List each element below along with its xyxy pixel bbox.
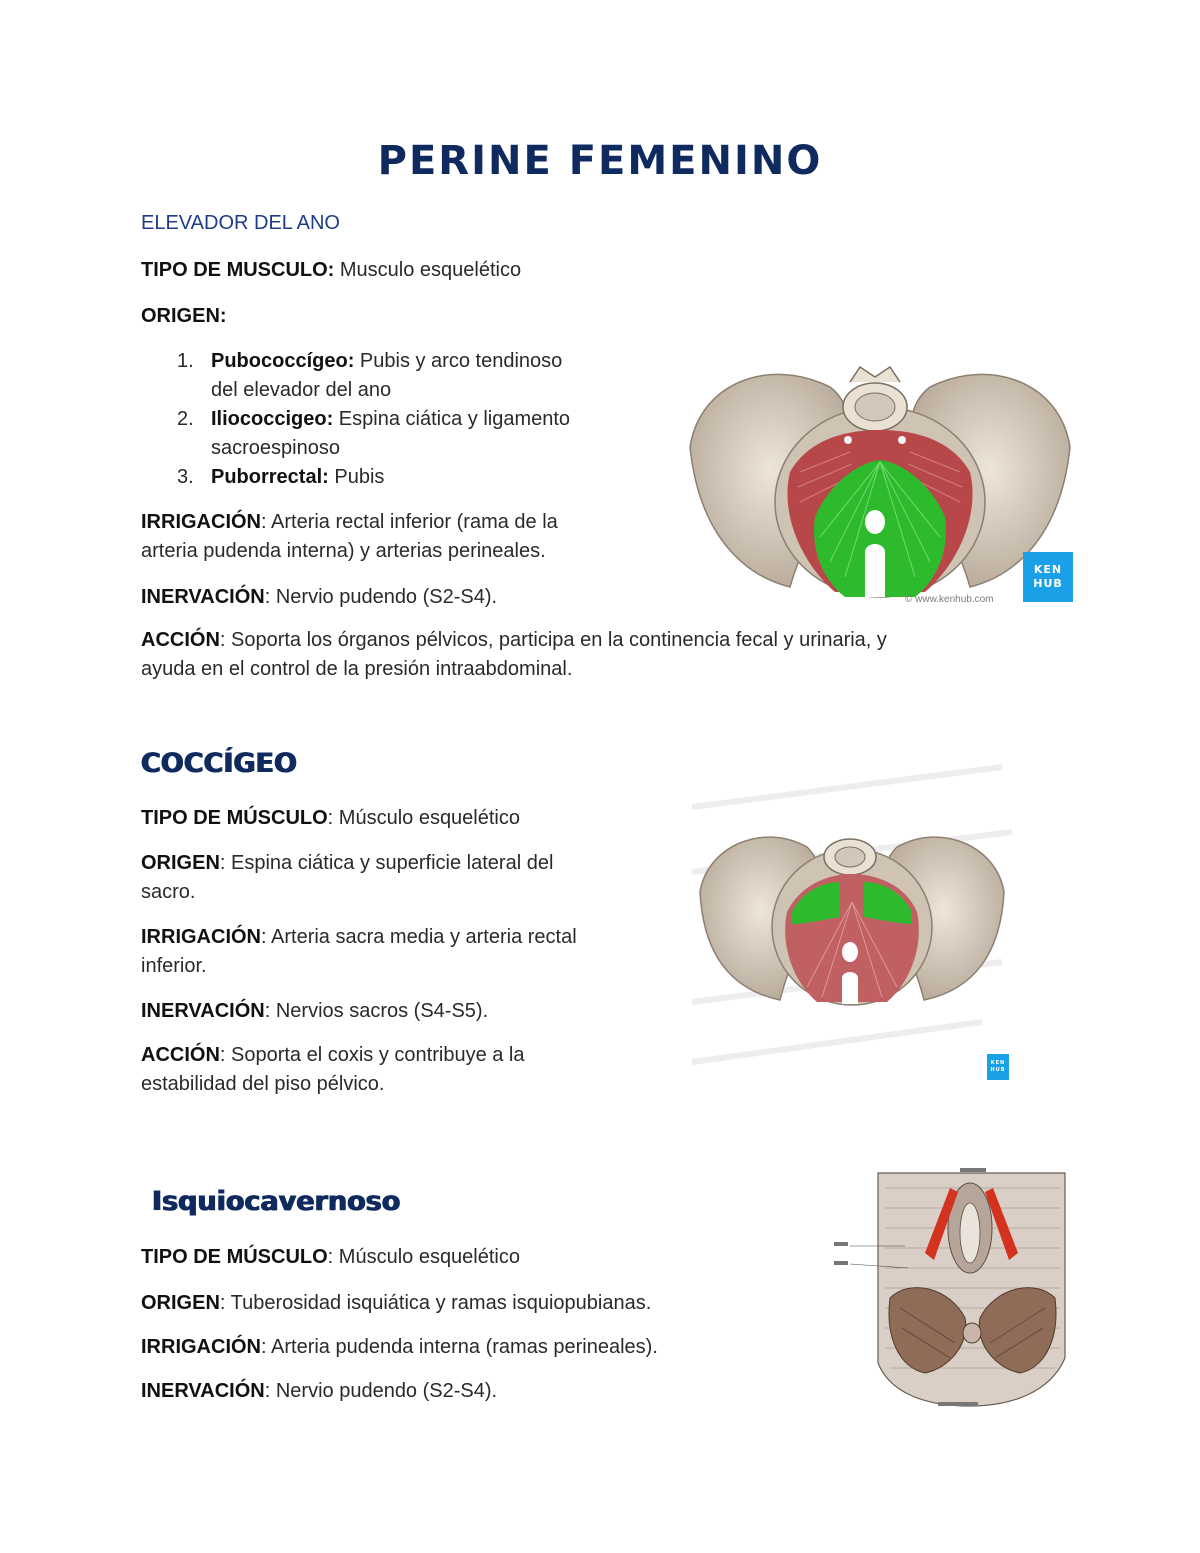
s1-accion-label: ACCIÓN	[141, 629, 220, 651]
list-number: 3.	[177, 466, 194, 488]
s2-accion	[141, 1041, 525, 1099]
kenhub-logo-small-line1: KEN	[990, 1060, 1006, 1066]
s1-inervacion	[141, 583, 497, 612]
perineum-illustration-isquiocavernoso	[830, 1168, 1075, 1408]
s3-origen-value: : Tuberosidad isquiática y ramas isquiopubianas.	[219, 1292, 652, 1314]
s2-inerv-value: : Nervios sacros (S4-S5).	[264, 1000, 489, 1022]
kenhub-logo-small	[987, 1054, 1009, 1080]
s2-origen-label: ORIGEN	[141, 852, 220, 874]
s3-inerv-value: : Nervio pudendo (S2-S4).	[264, 1380, 498, 1402]
s2-accion-l1: : Soporta el coxis y contribuye a la	[219, 1044, 525, 1066]
s2-origen	[141, 849, 553, 907]
s1-accion	[141, 626, 1081, 684]
list-item	[141, 347, 661, 405]
s2-irrig-l1: : Arteria sacra media y arteria rectal	[261, 926, 577, 948]
s2-inerv-label: INERVACIÓN	[141, 1000, 265, 1022]
s3-tipo-value: : Músculo esquelético	[327, 1246, 520, 1268]
list-item	[141, 405, 661, 463]
s1-origen-label-text: ORIGEN:	[141, 305, 227, 327]
s1-inerv-label: INERVACIÓN	[141, 586, 265, 608]
section-heading-coccigeo: COCCÍGEO	[141, 748, 298, 779]
list-item-text: Pubis	[328, 466, 385, 488]
list-item-label: Iliococcigeo:	[211, 408, 334, 430]
pelvis-illustration-coccigeo	[682, 752, 1022, 1087]
s2-accion-label: ACCIÓN	[141, 1044, 220, 1066]
list-item-label: Puborrectal:	[211, 466, 329, 488]
s1-origen-label	[141, 302, 227, 331]
origen-list	[141, 347, 661, 492]
s3-irrig-value: : Arteria pudenda interna (ramas perineales).	[261, 1336, 658, 1358]
perineum-image	[830, 1168, 1075, 1408]
s3-inervacion	[141, 1377, 497, 1406]
s1-irrig-l2: arteria pudenda interna) y arterias perineales.	[141, 540, 546, 562]
s1-irrigacion	[141, 508, 558, 566]
s2-irrigacion	[141, 923, 577, 981]
s2-tipo-label: TIPO DE MÚSCULO	[141, 807, 328, 829]
s2-origen-l2: sacro.	[141, 881, 196, 903]
section-heading-isquiocavernoso: Isquiocavernoso	[152, 1186, 401, 1217]
list-item-text-cont: del elevador del ano	[211, 379, 392, 401]
s3-origen	[141, 1289, 651, 1318]
kenhub-logo	[1023, 552, 1073, 602]
s3-irrigacion	[141, 1333, 658, 1362]
list-item-text-cont: sacroespinoso	[211, 437, 340, 459]
s1-accion-l2: ayuda en el control de la presión intraabdominal.	[141, 658, 573, 680]
pelvis-image	[680, 352, 1080, 608]
list-item-text: Espina ciática y ligamento	[333, 408, 571, 430]
kenhub-logo-small-line2: HUB	[990, 1067, 1006, 1073]
pelvis-image-coccigeo	[682, 752, 1022, 1087]
s2-origen-l1: : Espina ciática y superficie lateral del	[219, 852, 554, 874]
s1-irrig-label: IRRIGACIÓN	[141, 511, 261, 533]
s1-tipo	[141, 256, 521, 285]
s1-tipo-label: TIPO DE MUSCULO:	[141, 259, 335, 281]
s1-irrig-l1: : Arteria rectal inferior (rama de la	[261, 511, 558, 533]
s3-origen-label: ORIGEN	[141, 1292, 220, 1314]
s2-irrig-l2: inferior.	[141, 955, 207, 977]
kenhub-logo-line2: HUB	[1033, 577, 1063, 590]
section-heading-elevador: ELEVADOR DEL ANO	[141, 212, 340, 234]
list-item-text: Pubis y arco tendinoso	[354, 350, 563, 372]
s2-inervacion	[141, 997, 488, 1026]
s2-accion-l2: estabilidad del piso pélvico.	[141, 1073, 385, 1095]
list-number: 2.	[177, 408, 194, 430]
list-number: 1.	[177, 350, 194, 372]
pelvis-illustration-elevador	[680, 352, 1080, 608]
s2-tipo-value: : Músculo esquelético	[327, 807, 520, 829]
kenhub-watermark: © www.kenhub.com	[905, 594, 994, 605]
s1-accion-l1: : Soporta los órganos pélvicos, participa en la continencia fecal y urinaria, y	[219, 629, 887, 651]
s3-irrig-label: IRRIGACIÓN	[141, 1336, 261, 1358]
list-item-label: Pubococcígeo:	[211, 350, 355, 372]
s1-inerv-value: : Nervio pudendo (S2-S4).	[264, 586, 498, 608]
s1-tipo-value: Musculo esquelético	[334, 259, 522, 281]
s3-tipo-label: TIPO DE MÚSCULO	[141, 1246, 328, 1268]
page-title: PERINE FEMENINO	[377, 138, 823, 184]
list-item	[141, 463, 661, 492]
s3-inerv-label: INERVACIÓN	[141, 1380, 265, 1402]
s3-tipo	[141, 1243, 520, 1272]
s2-tipo	[141, 804, 520, 833]
s2-irrig-label: IRRIGACIÓN	[141, 926, 261, 948]
kenhub-logo-line1: KEN	[1033, 563, 1063, 576]
